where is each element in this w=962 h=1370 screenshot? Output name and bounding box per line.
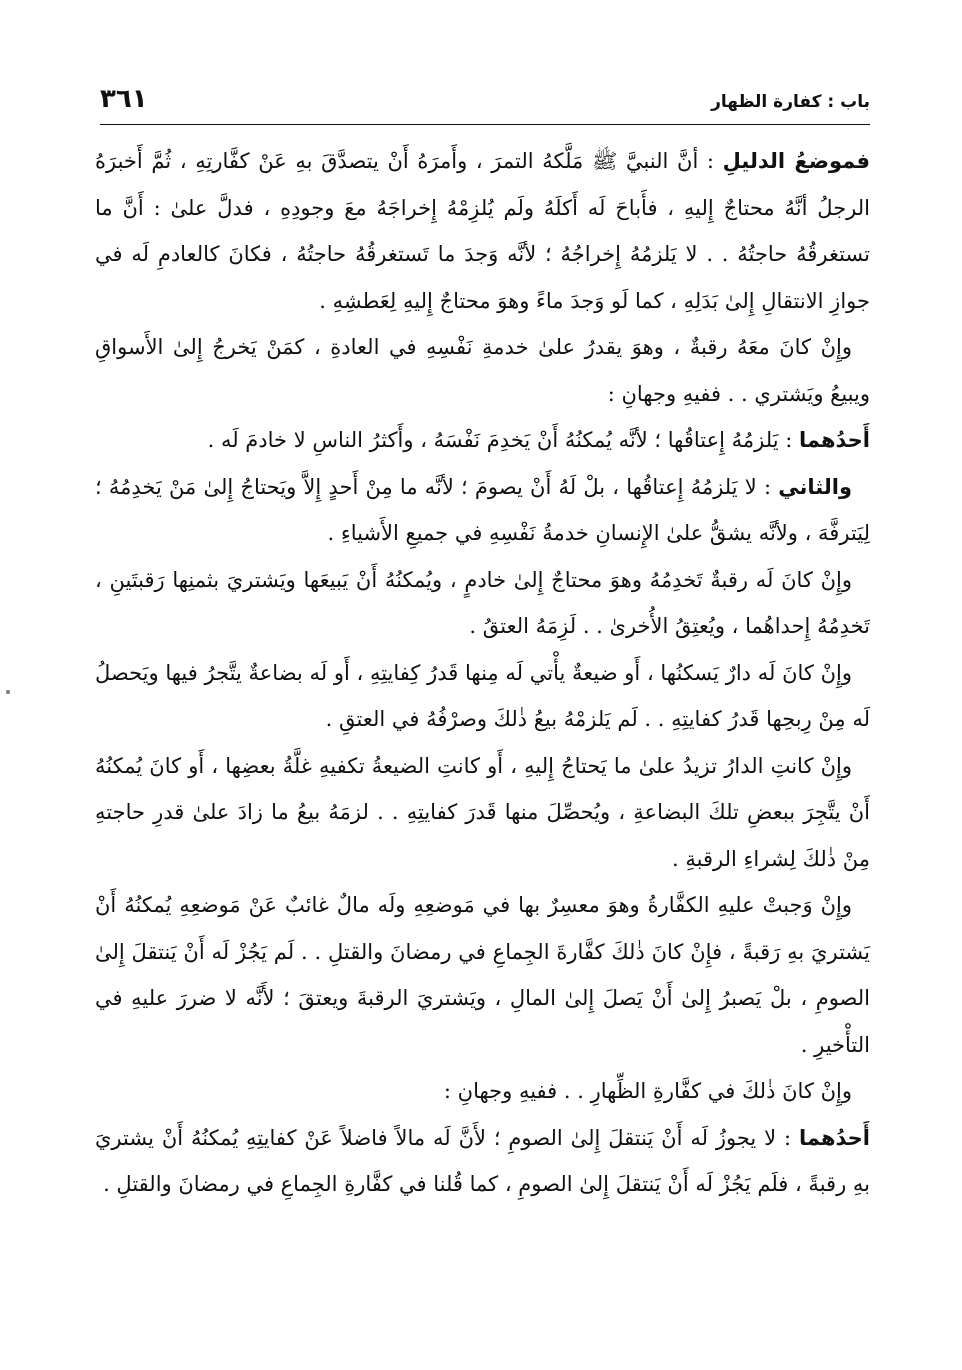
- paragraph-text: وإِنْ كانَ لَه دارٌ يَسكنُها ، أَو ضيعةٌ يأْتي لَه مِنها قَدرُ كِفايتِهِ ، أَو لَه بضاعةٌ يتَّجرُ فيها ويَحصلُ لَه مِنْ رِبحِها قَدرُ كفايتِهِ . . لَم يَلزمْهُ بيعُ ذٰلكَ وصرْفُهُ في العتقِ .: [95, 660, 870, 731]
- paragraph-text: وإِنْ كانَ ذٰلكَ في كفَّارةِ الظِّهارِ . . ففيهِ وجهانِ :: [443, 1079, 852, 1103]
- paragraph-lead-term: أَحدُهما: [799, 428, 870, 452]
- paragraph-text: : أنَّ النبيَّ ﷺ مَلَّكهُ التمرَ ، وأَمرَهُ أَنْ يتصدَّقَ بهِ عَنْ كفَّارتِهِ ، ثُمَّ أَخبرَهُ الرجلُ أنَّهُ محتاجٌ إِليهِ ، فأَباحَ لَه أَكلَهُ ولَم يُلزِمْهُ إِخراجَهُ معَ وجودِهِ ، فدلَّ علىٰ : أَنَّ ما تستغرقُهُ حاجتُهُ . . لا يَلزمُهُ إِخراجُهُ ؛ لأنَّه وَجدَ ما تَستغرقُهُ حاجتُهُ ، فكانَ كالعادمِ لَه في جوازِ الانتقالِ إِلىٰ بَدَلِهِ ، كما لَو وَجدَ ماءً وهوَ محتاجٌ إِليهِ لِعَطشِهِ .: [95, 149, 870, 313]
- page-header: [100, 82, 870, 122]
- paragraph: [95, 650, 870, 743]
- running-title: باب : كفارة الظهار: [711, 92, 870, 112]
- body-text: [95, 138, 870, 1208]
- header-rule: [100, 124, 870, 125]
- margin-mark: [6, 690, 10, 694]
- paragraph-lead-term: والثاني: [778, 474, 852, 499]
- paragraph: [95, 557, 870, 650]
- paragraph: [95, 882, 870, 1068]
- paragraph-lead-term: فموضعُ الدليلِ: [722, 149, 870, 173]
- paragraph: [95, 138, 870, 324]
- paragraph-lead-term: أَحدُهما: [799, 1125, 870, 1150]
- paragraph: [95, 464, 870, 557]
- page-number: ٣٦١: [100, 84, 148, 114]
- paragraph-text: : لا يجوزُ لَه أَنْ يَنتقلَ إِلىٰ الصومِ ؛ لأَنَّ لَه مالاً فاضلاً عَنْ كفايتِهِ يُمكنُهُ أَنْ يشتريَ بهِ رقبةً ، فلَم يَجُزْ لَه أَنْ يَنتقلَ إِلىٰ الصومِ ، كما قُلنا في كفَّارةِ الجِماعِ في رمضانَ والقتلِ .: [95, 1125, 870, 1196]
- paragraph-text: وإِنْ كانَ معَهُ رقبةٌ ، وهوَ يقدرُ علىٰ خدمةِ نَفْسِهِ في العادةِ ، كمَنْ يَخرجُ إِلىٰ الأَسواقِ ويبيعُ ويَشتري . . ففيهِ وجهانِ :: [95, 335, 870, 406]
- paragraph: [95, 1068, 870, 1115]
- paragraph-text: وإِنْ كانَ لَه رقبةٌ تَخدِمُهُ وهوَ محتاجٌ إِلىٰ خادمٍ ، ويُمكنُهُ أَنْ يَبيعَها ويَشتريَ بثمنِها رَقبتَينِ ، تَخدِمُهُ إِحداهُما ، ويُعتِقُ الأُخرىٰ . . لَزِمَهُ العتقُ .: [95, 567, 870, 638]
- paragraph-text: : يَلزمُهُ إِعتاقُها ؛ لأنَّه يُمكنُهُ أَنْ يَخدِمَ نَفْسَهُ ، وأَكثرُ الناسِ لا خادمَ لَه .: [207, 428, 799, 452]
- paragraph: [95, 1115, 870, 1208]
- paragraph-text: وإِنْ كانتِ الدارُ تزيدُ علىٰ ما يَحتاجُ إِليهِ ، أَو كانتِ الضيعةُ تكفيهِ غلَّةُ بعضِها ، أَو كانَ يُمكنُهُ أَنْ يتَّجِرَ ببعضِ تلكَ البضاعةِ ، ويُحصِّلَ منها قَدرَ كفايتِهِ . . لزمَهُ بيعُ ما زادَ علىٰ قدرِ حاجتهِ مِنْ ذٰلكَ لِشراءِ الرقبةِ .: [95, 753, 870, 871]
- paragraph: [95, 324, 870, 417]
- paragraph-text: وإِنْ وَجبتْ عليهِ الكفَّارةُ وهوَ معسِرٌ بها في مَوضعِهِ ولَه مالٌ غائبٌ عَنْ مَوضعِهِ يُمكنُهُ أَنْ يَشتريَ بهِ رَقبةً ، فإِنْ كانَ ذٰلكَ كفَّارةَ الجِماعِ في رمضانَ والقتلِ . . لَم يَجُزْ لَه أَنْ يَنتقلَ إِلىٰ الصومِ ، بلْ يَصبرُ إِلىٰ أَنْ يَصلَ إِلىٰ المالِ ، ويَشتريَ الرقبةَ ويعتقَ ؛ لأَنَّه لا ضررَ عليهِ في التأْخيرِ .: [95, 893, 870, 1057]
- paragraph-text: : لا يَلزمُهُ إِعتاقُها ، بلْ لَهُ أَنْ يصومَ ؛ لأنَّه ما مِنْ أَحدٍ إِلاَّ ويَحتاجُ إِلىٰ مَنْ يَخدِمُهُ ؛ لِيَترفَّهَ ، ولأنَّه يشقُّ علىٰ الإِنسانِ خدمةُ نَفْسِهِ في جميعِ الأَشياءِ .: [95, 474, 870, 545]
- paragraph: [95, 743, 870, 883]
- paragraph: [95, 417, 870, 464]
